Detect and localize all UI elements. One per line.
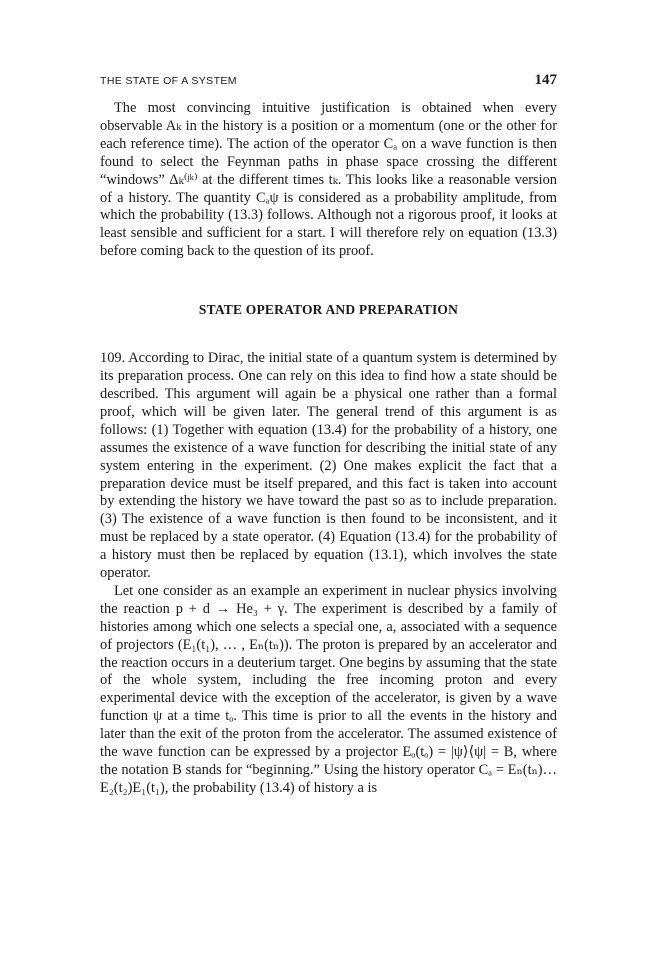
running-title: THE STATE OF A SYSTEM — [100, 75, 237, 87]
paragraph-dirac-preparation: 109. According to Dirac, the initial state of a quantum system is determined by its preparation process. One can rely on this idea to find how a state should be described. This argument will again be a physical one rather than a formal proof, which will be given later. The general trend of this argument is as follows: (1) Together with equation (13.4) for the probability of a history, one assumes the existence of a wave function for describing the initial state of any system entering in the experiment. (2) One makes explicit the fact that a preparation device must be itself prepared, and this fact is taken into account by extending the history we have toward the past so as to include preparation. (3) The existence of a wave function is then found to be inconsistent, and it must be replaced by a state operator. (4) Equation (13.4) for the probability of a history must then be replaced by equation (13.1), which involves the state operator. — [100, 350, 557, 582]
book-page — [100, 72, 557, 798]
page-number: 147 — [534, 72, 557, 88]
running-head — [100, 72, 557, 94]
section-heading: STATE OPERATOR AND PREPARATION — [198, 302, 459, 318]
paragraph-feynman-justification: The most convincing intuitive justification is obtained when every observable Aₖ in the history is a position or a momentum (one or the other for each reference time). The action of the operator Cₐ on a wave function is then found to select the Feynman paths in phase space crossing the different “windows” Δₖ⁽ʲᵏ⁾ at the different times tₖ. This looks like a reasonable version of a history. The quantity Cₐψ is considered as a probability amplitude, from which the probability (13.3) follows. Although not a rigorous proof, it looks at least sensible and sufficient for a start. I will therefore rely on equation (13.3) before coming back to the question of its proof. — [100, 100, 557, 260]
paragraph-nuclear-example: Let one consider as an example an experiment in nuclear physics involving the reaction p + d → He₃ + γ. The experiment is described by a family of histories among which one selects a special one, a, associated with a sequence of projectors (E₁(t₁), … , Eₙ(tₙ)). The proton is prepared by an accelerator and the reaction occurs in a deuterium target. One begins by assuming that the state of the whole system, including the free incoming proton and every experimental device with the exception of the accelerator, is given by a wave function ψ at a time tₒ. This time is prior to all the events in the history and later than the exit of the proton from the accelerator. The assumed existence of the wave function can be expressed by a projector Eₒ(tₒ) = |ψ⟩⟨ψ| = B, where the notation B stands for “beginning.” Using the history operator Cₐ = Eₙ(tₙ)…E₂(t₂)E₁(t₁), the probability (13.4) of history a is — [100, 582, 557, 796]
